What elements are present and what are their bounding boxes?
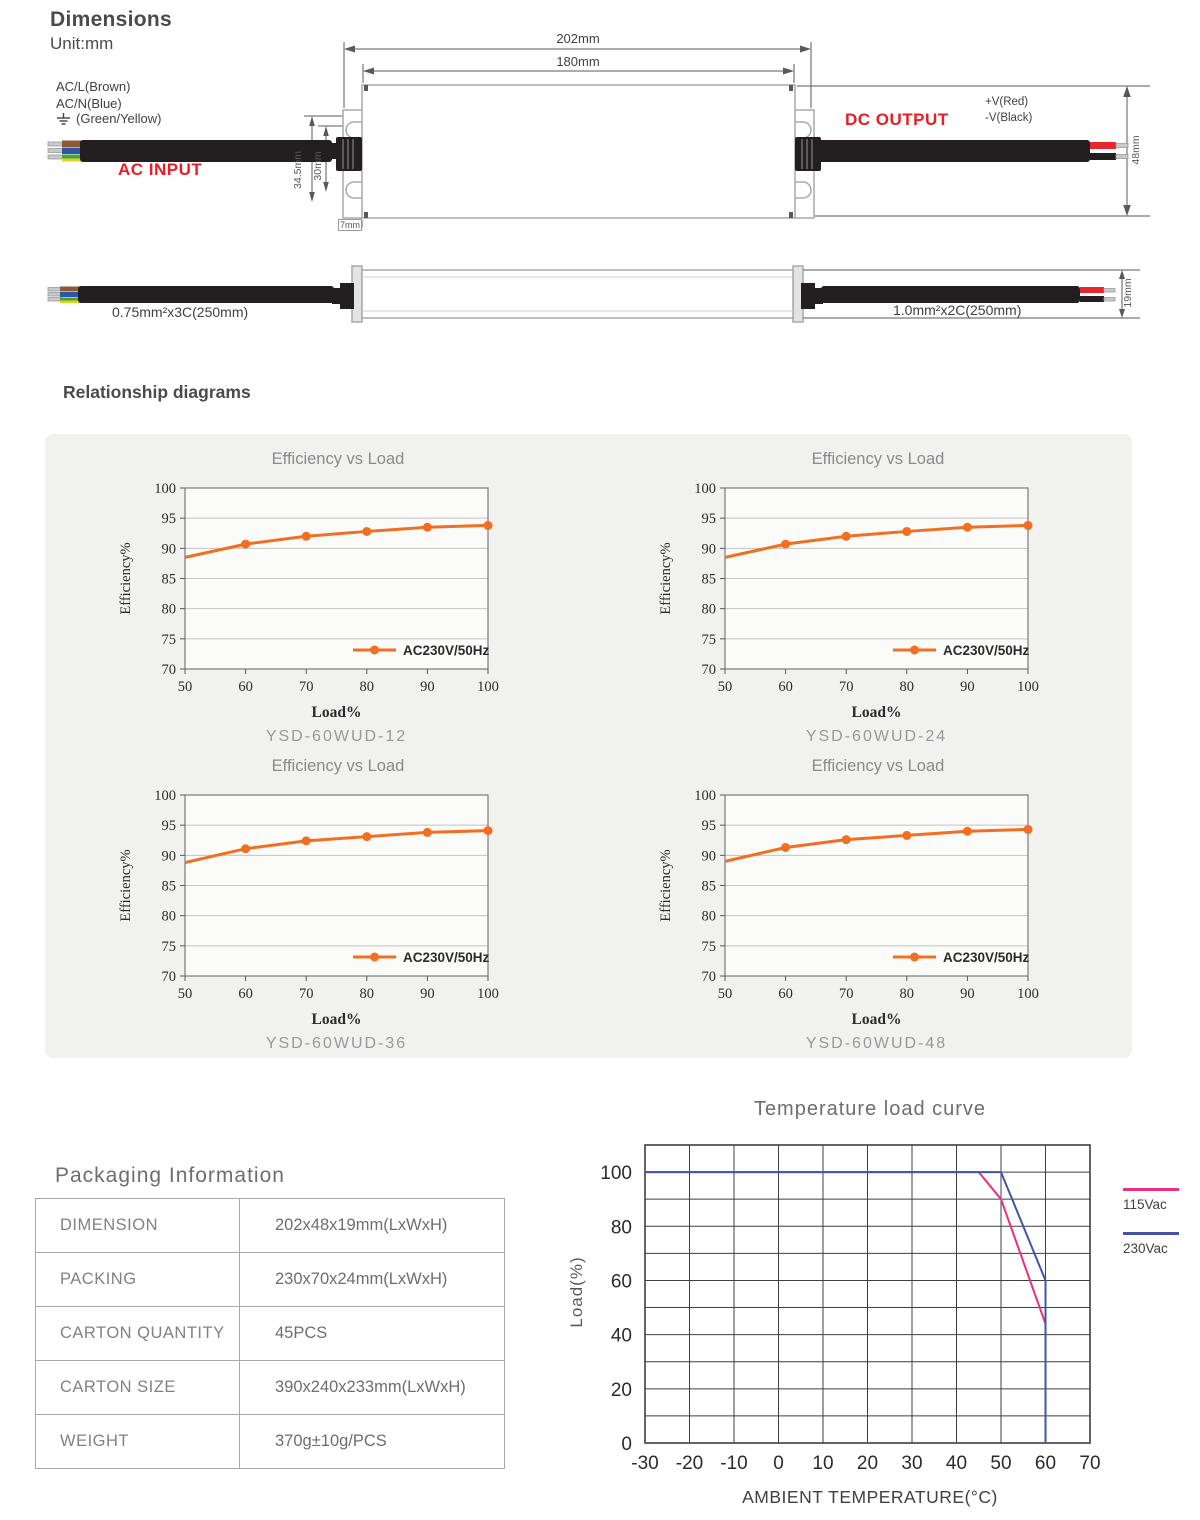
svg-text:50: 50 xyxy=(717,679,733,695)
dc-minus-label: -V(Black) xyxy=(985,112,1033,124)
svg-text:85: 85 xyxy=(701,571,716,588)
ac-ground-row xyxy=(56,111,162,127)
svg-text:10: 10 xyxy=(812,1453,834,1474)
svg-text:AC230V/50Hz: AC230V/50Hz xyxy=(403,950,490,965)
svg-text:100: 100 xyxy=(477,986,499,1002)
svg-text:60: 60 xyxy=(238,986,253,1002)
svg-text:60: 60 xyxy=(778,679,793,695)
packaging-row-value: 370g±10g/PCS xyxy=(240,1415,505,1469)
packaging-row-label: CARTON QUANTITY xyxy=(36,1307,240,1361)
svg-text:70: 70 xyxy=(701,662,716,678)
svg-text:40: 40 xyxy=(610,1325,632,1347)
dim-180mm: 180mm xyxy=(556,54,600,69)
packaging-row-value: 390x240x233mm(LxWxH) xyxy=(240,1361,505,1415)
svg-text:-30: -30 xyxy=(631,1453,659,1474)
svg-text:70: 70 xyxy=(298,679,314,695)
svg-text:0: 0 xyxy=(621,1434,632,1455)
svg-text:70: 70 xyxy=(298,986,314,1002)
relationship-title: Relationship diagrams xyxy=(63,382,251,402)
svg-text:100: 100 xyxy=(154,788,176,804)
svg-text:95: 95 xyxy=(701,511,716,528)
svg-text:80: 80 xyxy=(701,908,716,925)
svg-text:90: 90 xyxy=(960,679,975,695)
chart-model-label: YSD-60WUD-36 xyxy=(265,1035,408,1052)
temp-xlabel: AMBIENT TEMPERATURE(°C) xyxy=(742,1487,998,1507)
svg-text:85: 85 xyxy=(161,878,176,895)
svg-text:100: 100 xyxy=(1017,679,1039,695)
efficiency-chart xyxy=(110,480,570,698)
packaging-row-value: 202x48x19mm(LxWxH) xyxy=(240,1199,505,1253)
svg-text:0: 0 xyxy=(773,1453,784,1474)
svg-text:70: 70 xyxy=(701,969,716,985)
svg-text:70: 70 xyxy=(838,986,854,1002)
dim-30mm: 30mm xyxy=(312,151,324,181)
svg-text:70: 70 xyxy=(161,969,176,985)
dc-cable-spec: 1.0mm²x2C(250mm) xyxy=(893,302,1022,318)
packaging-table-row xyxy=(36,1253,505,1307)
svg-text:-20: -20 xyxy=(675,1453,704,1474)
svg-text:75: 75 xyxy=(701,938,716,955)
svg-text:Efficiency%: Efficiency% xyxy=(118,542,134,615)
ac-input-label: AC INPUT xyxy=(118,160,203,179)
temp-legend xyxy=(1123,1188,1179,1256)
svg-text:100: 100 xyxy=(1017,986,1039,1002)
svg-text:95: 95 xyxy=(161,818,176,835)
svg-text:75: 75 xyxy=(701,631,716,648)
chart-xlabel: Load% xyxy=(311,704,362,721)
chart-title: Efficiency vs Load xyxy=(271,450,405,468)
chart-title: Efficiency vs Load xyxy=(811,450,945,468)
temperature-chart xyxy=(560,1130,1160,1475)
packaging-row-label: DIMENSION xyxy=(36,1199,240,1253)
svg-text:90: 90 xyxy=(960,986,975,1002)
svg-text:60: 60 xyxy=(238,679,253,695)
chart-model-label: YSD-60WUD-48 xyxy=(805,1035,948,1052)
efficiency-chart-block-48 xyxy=(650,757,1110,1057)
temp-chart-title: Temperature load curve xyxy=(753,1098,987,1120)
svg-text:90: 90 xyxy=(420,986,435,1002)
dim-7mm: 7mm xyxy=(340,220,360,230)
packaging-row-label: CARTON SIZE xyxy=(36,1361,240,1415)
chart-model-label: YSD-60WUD-24 xyxy=(805,728,948,745)
svg-text:40: 40 xyxy=(945,1453,968,1474)
svg-text:AC230V/50Hz: AC230V/50Hz xyxy=(403,643,490,658)
svg-text:50: 50 xyxy=(717,986,733,1002)
packaging-row-value: 230x70x24mm(LxWxH) xyxy=(240,1253,505,1307)
chart-title: Efficiency vs Load xyxy=(271,757,405,775)
svg-text:90: 90 xyxy=(701,541,716,558)
efficiency-chart-block-36 xyxy=(110,757,570,1057)
svg-text:70: 70 xyxy=(1079,1453,1101,1474)
svg-text:80: 80 xyxy=(610,1217,632,1239)
svg-text:100: 100 xyxy=(694,481,716,497)
dimensions-title: Dimensions xyxy=(50,8,173,31)
svg-text:85: 85 xyxy=(161,571,176,588)
svg-text:50: 50 xyxy=(177,679,193,695)
svg-text:70: 70 xyxy=(838,679,854,695)
efficiency-chart xyxy=(110,787,570,1005)
svg-text:95: 95 xyxy=(701,818,716,835)
svg-text:60: 60 xyxy=(778,986,793,1002)
svg-text:70: 70 xyxy=(161,662,176,678)
svg-text:75: 75 xyxy=(161,631,176,648)
svg-text:-10: -10 xyxy=(720,1453,748,1474)
svg-text:60: 60 xyxy=(610,1271,632,1293)
dc-plus-label: +V(Red) xyxy=(985,96,1029,108)
dim-19mm: 19mm xyxy=(1122,278,1134,308)
svg-text:Efficiency%: Efficiency% xyxy=(658,542,674,615)
legend-swatch-115vac xyxy=(1123,1188,1179,1191)
svg-text:Efficiency%: Efficiency% xyxy=(118,849,134,922)
svg-text:90: 90 xyxy=(161,848,176,865)
svg-text:100: 100 xyxy=(154,481,176,497)
svg-text:75: 75 xyxy=(161,938,176,955)
packaging-table-body xyxy=(36,1199,505,1469)
ground-icon xyxy=(56,113,71,126)
svg-text:80: 80 xyxy=(161,908,176,925)
svg-text:20: 20 xyxy=(856,1453,879,1474)
svg-text:95: 95 xyxy=(161,511,176,528)
ac-neutral-label: AC/N(Blue) xyxy=(56,96,122,111)
packaging-row-label: PACKING xyxy=(36,1253,240,1307)
ac-ground-label: (Green/Yellow) xyxy=(76,111,162,126)
svg-text:50: 50 xyxy=(990,1453,1012,1474)
svg-text:60: 60 xyxy=(1034,1453,1057,1474)
svg-text:20: 20 xyxy=(610,1379,632,1401)
dc-output-label: DC OUTPUT xyxy=(845,110,949,129)
legend-label-115vac: 115Vac xyxy=(1123,1197,1167,1212)
svg-text:90: 90 xyxy=(420,679,435,695)
svg-text:80: 80 xyxy=(899,679,915,695)
packaging-table xyxy=(35,1198,505,1469)
efficiency-chart-block-12 xyxy=(110,450,570,750)
legend-label-230vac: 230Vac xyxy=(1123,1241,1168,1256)
chart-xlabel: Load% xyxy=(311,1011,362,1028)
temp-ylabel: Load(%) xyxy=(567,1256,586,1328)
svg-text:Efficiency%: Efficiency% xyxy=(658,849,674,922)
dim-48mm: 48mm xyxy=(1130,135,1142,165)
svg-text:80: 80 xyxy=(359,986,375,1002)
dim-202mm: 202mm xyxy=(556,31,600,46)
chart-xlabel: Load% xyxy=(851,1011,902,1028)
svg-text:80: 80 xyxy=(161,601,176,618)
efficiency-chart xyxy=(650,787,1110,1005)
svg-text:80: 80 xyxy=(701,601,716,618)
packaging-title: Packaging Information xyxy=(55,1164,285,1187)
svg-text:90: 90 xyxy=(701,848,716,865)
svg-text:AC230V/50Hz: AC230V/50Hz xyxy=(943,950,1030,965)
svg-text:90: 90 xyxy=(161,541,176,558)
svg-text:80: 80 xyxy=(359,679,375,695)
ac-cable-spec: 0.75mm²x3C(250mm) xyxy=(112,304,249,320)
svg-text:100: 100 xyxy=(477,679,499,695)
chart-xlabel: Load% xyxy=(851,704,902,721)
efficiency-chart xyxy=(650,480,1110,698)
packaging-table-row xyxy=(36,1415,505,1469)
packaging-table-row xyxy=(36,1199,505,1253)
packaging-row-value: 45PCS xyxy=(240,1307,505,1361)
svg-text:100: 100 xyxy=(694,788,716,804)
svg-text:85: 85 xyxy=(701,878,716,895)
chart-model-label: YSD-60WUD-12 xyxy=(265,728,408,745)
svg-text:AC230V/50Hz: AC230V/50Hz xyxy=(943,643,1030,658)
chart-title: Efficiency vs Load xyxy=(811,757,945,775)
packaging-table-row xyxy=(36,1361,505,1415)
dim-34-5mm: 34.5mm xyxy=(292,151,304,189)
packaging-row-label: WEIGHT xyxy=(36,1415,240,1469)
packaging-table-row xyxy=(36,1307,505,1361)
dimensions-unit: Unit:mm xyxy=(50,34,114,53)
svg-text:80: 80 xyxy=(899,986,915,1002)
legend-swatch-230vac xyxy=(1123,1232,1179,1235)
svg-text:30: 30 xyxy=(901,1453,923,1474)
svg-text:100: 100 xyxy=(600,1163,632,1185)
ac-line-label: AC/L(Brown) xyxy=(56,79,131,94)
efficiency-chart-block-24 xyxy=(650,450,1110,750)
svg-text:50: 50 xyxy=(177,986,193,1002)
